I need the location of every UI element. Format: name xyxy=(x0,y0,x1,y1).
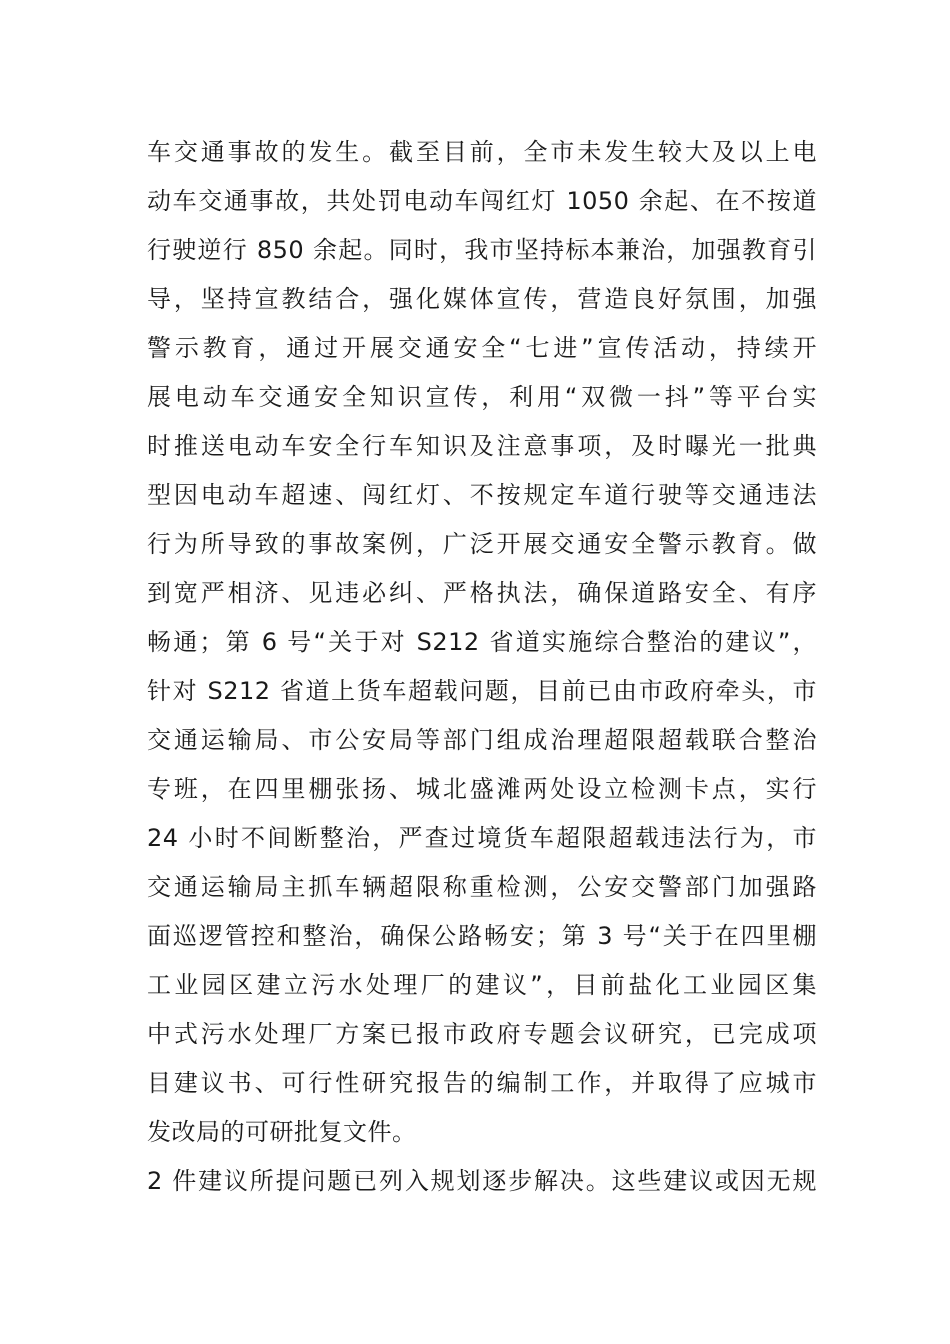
text-line: 时推送电动车安全行车知识及注意事项，及时曝光一批典 xyxy=(147,432,817,460)
paragraph-end-line: 发改局的可研批复文件。 xyxy=(147,1118,417,1146)
text-line: 动车交通事故，共处罚电动车闯红灯 1050 余起、在不按道 xyxy=(147,187,817,215)
text-line: 警示教育，通过开展交通安全“七进”宣传活动，持续开 xyxy=(147,334,817,362)
text-line: 专班，在四里棚张扬、城北盛滩两处设立检测卡点，实行 xyxy=(147,775,817,803)
text-line: 行驶逆行 850 余起。同时，我市坚持标本兼治，加强教育引 xyxy=(147,236,817,264)
text-line: 2 件建议所提问题已列入规划逐步解决。这些建议或因无规 xyxy=(147,1167,817,1195)
text-line: 型因电动车超速、闯红灯、不按规定车道行驶等交通违法 xyxy=(147,481,817,509)
text-line: 行为所导致的事故案例，广泛开展交通安全警示教育。做 xyxy=(147,530,817,558)
text-line: 到宽严相济、见违必纠、严格执法，确保道路安全、有序 xyxy=(147,579,817,607)
text-line: 工业园区建立污水处理厂的建议”，目前盐化工业园区集 xyxy=(147,971,817,999)
text-line: 24 小时不间断整治，严查过境货车超限超载违法行为，市 xyxy=(147,824,817,852)
text-line: 中式污水处理厂方案已报市政府专题会议研究，已完成项 xyxy=(147,1020,817,1048)
text-line: 面巡逻管控和整治，确保公路畅安；第 3 号“关于在四里棚 xyxy=(147,922,817,950)
text-line: 交通运输局、市公安局等部门组成治理超限超载联合整治 xyxy=(147,726,817,754)
text-line: 车交通事故的发生。截至目前，全市未发生较大及以上电 xyxy=(147,138,817,166)
text-line: 交通运输局主抓车辆超限称重检测，公安交警部门加强路 xyxy=(147,873,817,901)
text-line: 导，坚持宣教结合，强化媒体宣传，营造良好氛围，加强 xyxy=(147,285,817,313)
text-line: 针对 S212 省道上货车超载问题，目前已由市政府牵头，市 xyxy=(147,677,817,705)
text-line: 展电动车交通安全知识宣传，利用“双微一抖”等平台实 xyxy=(147,383,817,411)
text-line: 目建议书、可行性研究报告的编制工作，并取得了应城市 xyxy=(147,1069,817,1097)
body-text xyxy=(147,128,817,1206)
text-line: 畅通；第 6 号“关于对 S212 省道实施综合整治的建议”， xyxy=(147,628,817,656)
